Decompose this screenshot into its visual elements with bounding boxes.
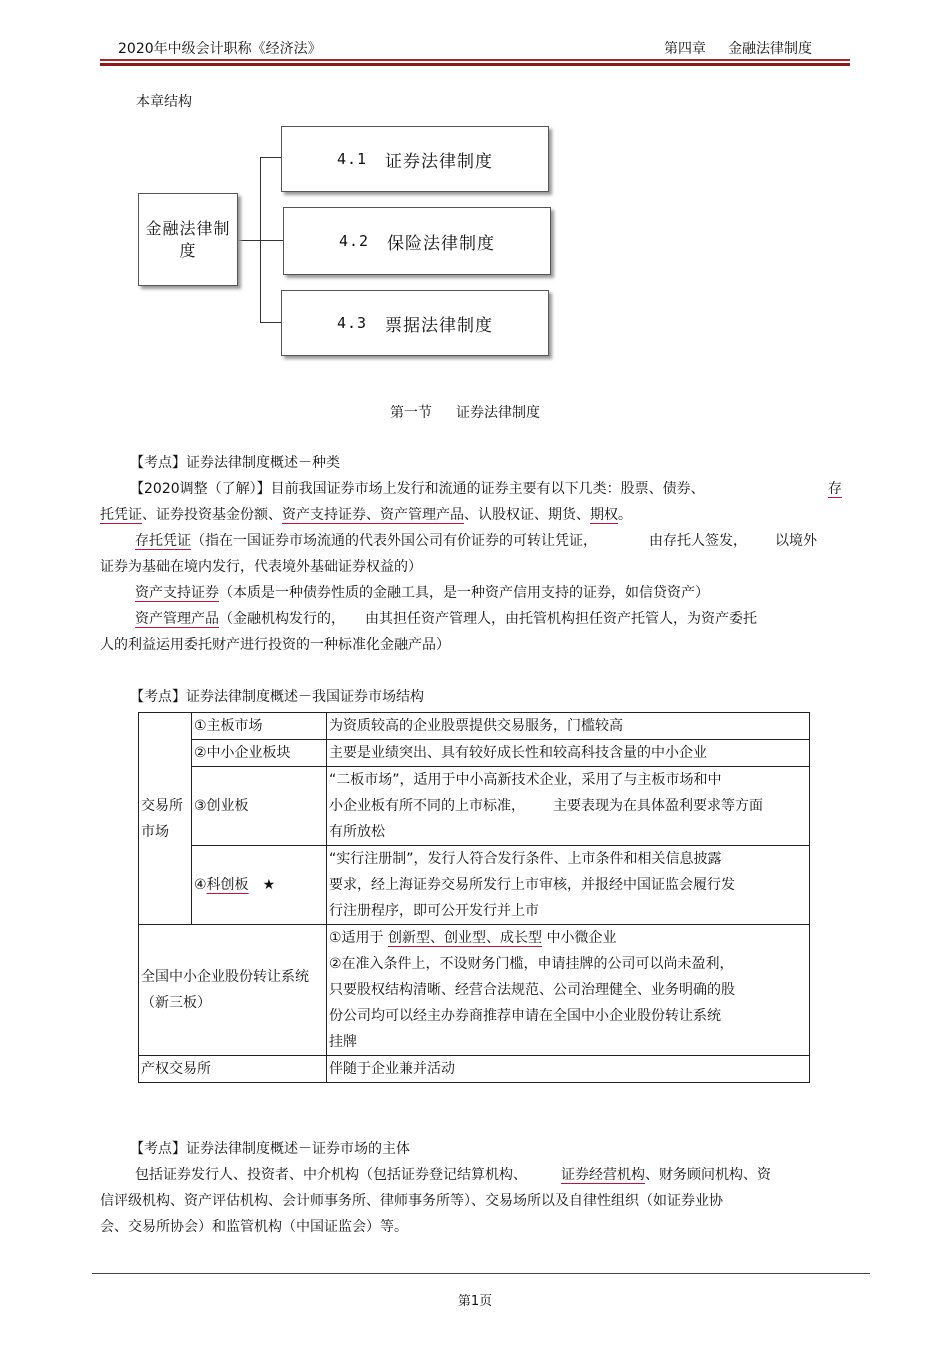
kp3-title: 【考点】证券法律制度概述－证券市场的主体 <box>130 1141 410 1157</box>
kp3-text: 、财务顾问机构、资 <box>645 1167 771 1183</box>
kp1-end: 。 <box>618 507 632 523</box>
row-name-prefix: ④ <box>194 877 207 893</box>
kp1-title: 【考点】证券法律制度概述－种类 <box>130 455 340 471</box>
desc-line: ②在准入条件上，不设财务门槛，申请挂牌的公司可以尚未盈利， <box>329 956 734 972</box>
connector-root-h <box>238 240 260 241</box>
def1-text-c: 以境外 <box>775 533 817 549</box>
desc-part: 主要表现为在具体盈利要求等方面 <box>553 798 763 814</box>
kp1-def3-line2: 人的利益运用委托财产进行投资的一种标准化金融产品） <box>100 637 450 653</box>
kp1-line1 <box>100 476 850 502</box>
kp2-title: 【考点】证券法律制度概述－我国证券市场结构 <box>130 689 424 705</box>
desc-part: 中小微企业 <box>546 930 617 946</box>
kp1-def1-line2: 证券为基础在境内发行，代表境外基础证券权益的） <box>100 559 422 575</box>
row-name-equity: 产权交易所 <box>139 1056 327 1083</box>
node-number: 4.1 <box>336 150 368 168</box>
kp1-lead: 【2020调整（了解）】目前我国证券市场上发行和流通的证券主要有以下几类：股票、债券、 <box>130 481 705 497</box>
neeq-types: 创新型、创业型、成长型 <box>388 930 543 946</box>
node-label: 证券法律制度 <box>385 151 494 172</box>
market-structure-table <box>138 712 810 1083</box>
kp1-def1-line1 <box>100 528 850 554</box>
diagram-node-4-1 <box>281 126 549 192</box>
desc-line: 挂牌 <box>329 1034 357 1050</box>
kp1-mid2: 、认股权证、期货、 <box>464 507 590 523</box>
desc-line: “二板市场”，适用于中小高新技术企业，采用了与主板市场和中 <box>329 772 722 788</box>
node-number: 4.2 <box>338 232 370 250</box>
def2-text: （本质是一种债券性质的金融工具，是一种资产信用支持的证券，如信贷资产） <box>219 585 709 601</box>
row-desc <box>327 846 810 925</box>
header-rule-thick <box>100 63 850 66</box>
desc-line: 要求，经上海证券交易所发行上市审核，并报经中国证监会履行发 <box>329 877 735 893</box>
desc-part: ①适用于 <box>329 930 384 946</box>
kp3-line1 <box>100 1162 850 1188</box>
kp1-line2 <box>100 502 850 528</box>
desc-line: 行注册程序，即可公开发行并上市 <box>329 903 539 919</box>
kp1-term-depositary-b: 托凭证 <box>100 507 142 523</box>
def3-text-b: 由其担任资产管理人，由托管机构担任资产托管人，为资产委托 <box>365 611 757 627</box>
kp3-term-securities-firm: 证券经营机构 <box>561 1167 645 1183</box>
table-row <box>139 713 810 740</box>
kp3-line3: 会、交易所协会）和监管机构（中国证监会）等。 <box>100 1219 408 1235</box>
kp1-term-depositary-a: 存 <box>828 481 842 497</box>
table-row <box>139 846 810 925</box>
header-doc-title: 2020年中级会计职称《经济法》 <box>118 41 322 57</box>
diagram-root-node <box>138 193 238 286</box>
row-name: ②中小企业板块 <box>192 740 327 767</box>
def2-term: 资产支持证券 <box>135 585 219 601</box>
desc-line: 份公司均可以经主办券商推荐申请在全国中小企业股份转让系统 <box>329 1008 721 1024</box>
kp1-def2 <box>100 580 850 606</box>
node-label: 保险法律制度 <box>387 233 496 254</box>
structure-label: 本章结构 <box>136 94 192 110</box>
row-desc: 为资质较高的企业股票提供交易服务，门槛较高 <box>327 713 810 740</box>
def1-text-a: （指在一国证券市场流通的代表外国公司有价证券的可转让凭证， <box>191 533 597 549</box>
row-name: ①主板市场 <box>192 713 327 740</box>
header-chapter-title: 金融法律制度 <box>728 41 812 57</box>
def3-term: 资产管理产品 <box>135 611 219 627</box>
diagram-root-label: 金融法律制度 <box>145 218 231 260</box>
diagram-node-4-2 <box>283 207 551 275</box>
row-name <box>192 846 327 925</box>
def1-term: 存托凭证 <box>135 533 191 549</box>
table-row <box>139 925 810 1056</box>
section-number: 第一节 <box>390 405 432 421</box>
node-number: 4.3 <box>336 314 368 332</box>
connector-a <box>260 157 281 158</box>
footer-rule <box>92 1273 870 1274</box>
table-row <box>139 1056 810 1083</box>
row-desc: 伴随于企业兼并活动 <box>327 1056 810 1083</box>
kp3-text: 包括证券发行人、投资者、中介机构（包括证券登记结算机构、 <box>135 1167 527 1183</box>
desc-line: 有所放松 <box>329 824 385 840</box>
page-number: 第1页 <box>457 1294 493 1309</box>
exchange-market-cell: 交易所市场 <box>139 713 192 925</box>
table-row <box>139 767 810 846</box>
def1-text-b: 由存托人签发， <box>649 533 747 549</box>
header-chapter <box>664 38 812 58</box>
row-name-star-market: 科创板 <box>206 877 249 893</box>
row-desc <box>327 925 810 1056</box>
kp1-term-abs: 资产支持证券、资产管理产品 <box>282 507 464 523</box>
header-rule-thin <box>100 59 850 61</box>
connector-b <box>260 240 283 241</box>
diagram-node-4-3 <box>281 290 549 356</box>
section-name: 证券法律制度 <box>456 405 540 421</box>
header-chapter-num: 第四章 <box>664 41 706 57</box>
row-desc: 主要是业绩突出、具有较好成长性和较高科技含量的中小企业 <box>327 740 810 767</box>
kp3-line2: 信评级机构、资产评估机构、会计师事务所、律师事务所等）、交易场所以及自律性组织（如证券业协 <box>100 1193 723 1209</box>
row-desc <box>327 767 810 846</box>
connector-c <box>260 322 281 323</box>
star-icon: ★ <box>262 877 276 893</box>
section-title <box>390 402 540 422</box>
def3-text-a: （金融机构发行的， <box>219 611 345 627</box>
desc-line <box>329 925 807 951</box>
kp1-term-options: 期权 <box>590 507 618 523</box>
desc-line <box>329 793 807 819</box>
desc-line: 只要股权结构清晰、经营合法规范、公司治理健全、业务明确的股 <box>329 982 735 998</box>
desc-line: “实行注册制”，发行人符合发行条件、上市条件和相关信息披露 <box>329 851 722 867</box>
row-name-neeq: 全国中小企业股份转让系统（新三板） <box>139 925 327 1056</box>
row-name: ③创业板 <box>192 767 327 846</box>
table-row <box>139 740 810 767</box>
kp1-def3-line1 <box>100 606 850 632</box>
node-label: 票据法律制度 <box>385 315 494 336</box>
desc-part: 小企业板有所不同的上市标准， <box>329 798 525 814</box>
kp1-mid1: 、证券投资基金份额、 <box>142 507 282 523</box>
